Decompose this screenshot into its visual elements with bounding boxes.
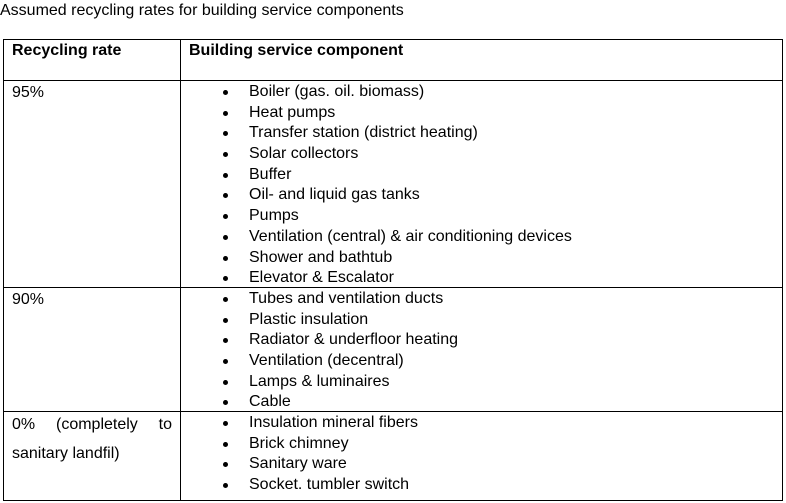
rate-cell [12,410,172,468]
component-label: Socket. tumbler switch [249,476,410,494]
bullet-icon [223,462,228,467]
bullet-icon [223,380,228,385]
list-item [181,310,779,331]
rate-cell: 90% [12,291,45,308]
component-label: Lamps & luminaires [249,372,390,390]
component-label: Brick chimney [249,434,349,452]
bullet-icon [223,442,228,447]
component-label: Solar collectors [249,145,359,163]
component-label: Ventilation (central) & air conditioning devices [249,227,572,245]
list-item [181,185,779,206]
component-label: Buffer [249,165,292,183]
component-list [181,82,779,289]
rate-word: 0% [12,416,36,433]
bullet-icon [223,173,228,178]
component-label: Radiator & underfloor heating [249,331,459,349]
list-item [181,123,779,144]
header-divider [4,80,782,81]
bullet-icon [223,235,228,240]
bullet-icon [223,111,228,116]
bullet-icon [223,131,228,136]
component-cell [181,82,783,287]
component-label: Ventilation (decentral) [249,352,404,370]
rate-word: (completely [55,416,138,433]
component-label: Cable [249,393,291,411]
component-list [181,289,779,413]
bullet-icon [223,297,228,302]
bullet-icon [223,90,228,95]
header-building-service-component: Building service component [189,42,404,59]
list-item [181,392,779,413]
list-item [181,372,779,393]
bullet-icon [223,214,228,219]
bullet-icon [223,359,228,364]
bullet-icon [223,152,228,157]
component-label: Heat pumps [249,103,336,121]
list-item [181,268,779,289]
list-item [181,248,779,269]
list-item [181,413,779,434]
header-recycling-rate: Recycling rate [12,42,122,59]
list-item [181,103,779,124]
rate-line-1 [12,410,172,439]
recycling-rates-table [3,39,783,501]
list-item [181,330,779,351]
bullet-icon [223,256,228,261]
component-label: Pumps [249,207,299,225]
component-label: Sanitary ware [249,455,347,473]
rate-line-2: sanitary landfil) [12,445,120,462]
list-item [181,351,779,372]
rate-cell: 95% [12,84,45,101]
component-cell [181,289,783,411]
bullet-icon [223,318,228,323]
component-label: Plastic insulation [249,310,369,328]
list-item [181,82,779,103]
list-item [181,144,779,165]
component-label: Elevator & Escalator [249,269,394,287]
bullet-icon [223,276,228,281]
table-caption: Assumed recycling rates for building service components [0,2,404,19]
component-label: Transfer station (district heating) [249,124,478,142]
list-item [181,206,779,227]
component-label: Boiler (gas. oil. biomass) [249,83,425,100]
list-item [181,165,779,186]
rate-word: to [158,416,172,433]
component-cell [181,413,783,501]
component-label: Shower and bathtub [249,248,393,266]
list-item [181,434,779,455]
list-item [181,227,779,248]
bullet-icon [223,483,228,488]
bullet-icon [223,421,228,426]
component-label: Oil- and liquid gas tanks [249,186,420,204]
bullet-icon [223,338,228,343]
list-item [181,289,779,310]
bullet-icon [223,193,228,198]
list-item [181,454,779,475]
component-label: Insulation mineral fibers [249,414,418,431]
component-list [181,413,779,496]
list-item [181,475,779,496]
bullet-icon [223,400,228,405]
component-label: Tubes and ventilation ducts [249,290,444,307]
